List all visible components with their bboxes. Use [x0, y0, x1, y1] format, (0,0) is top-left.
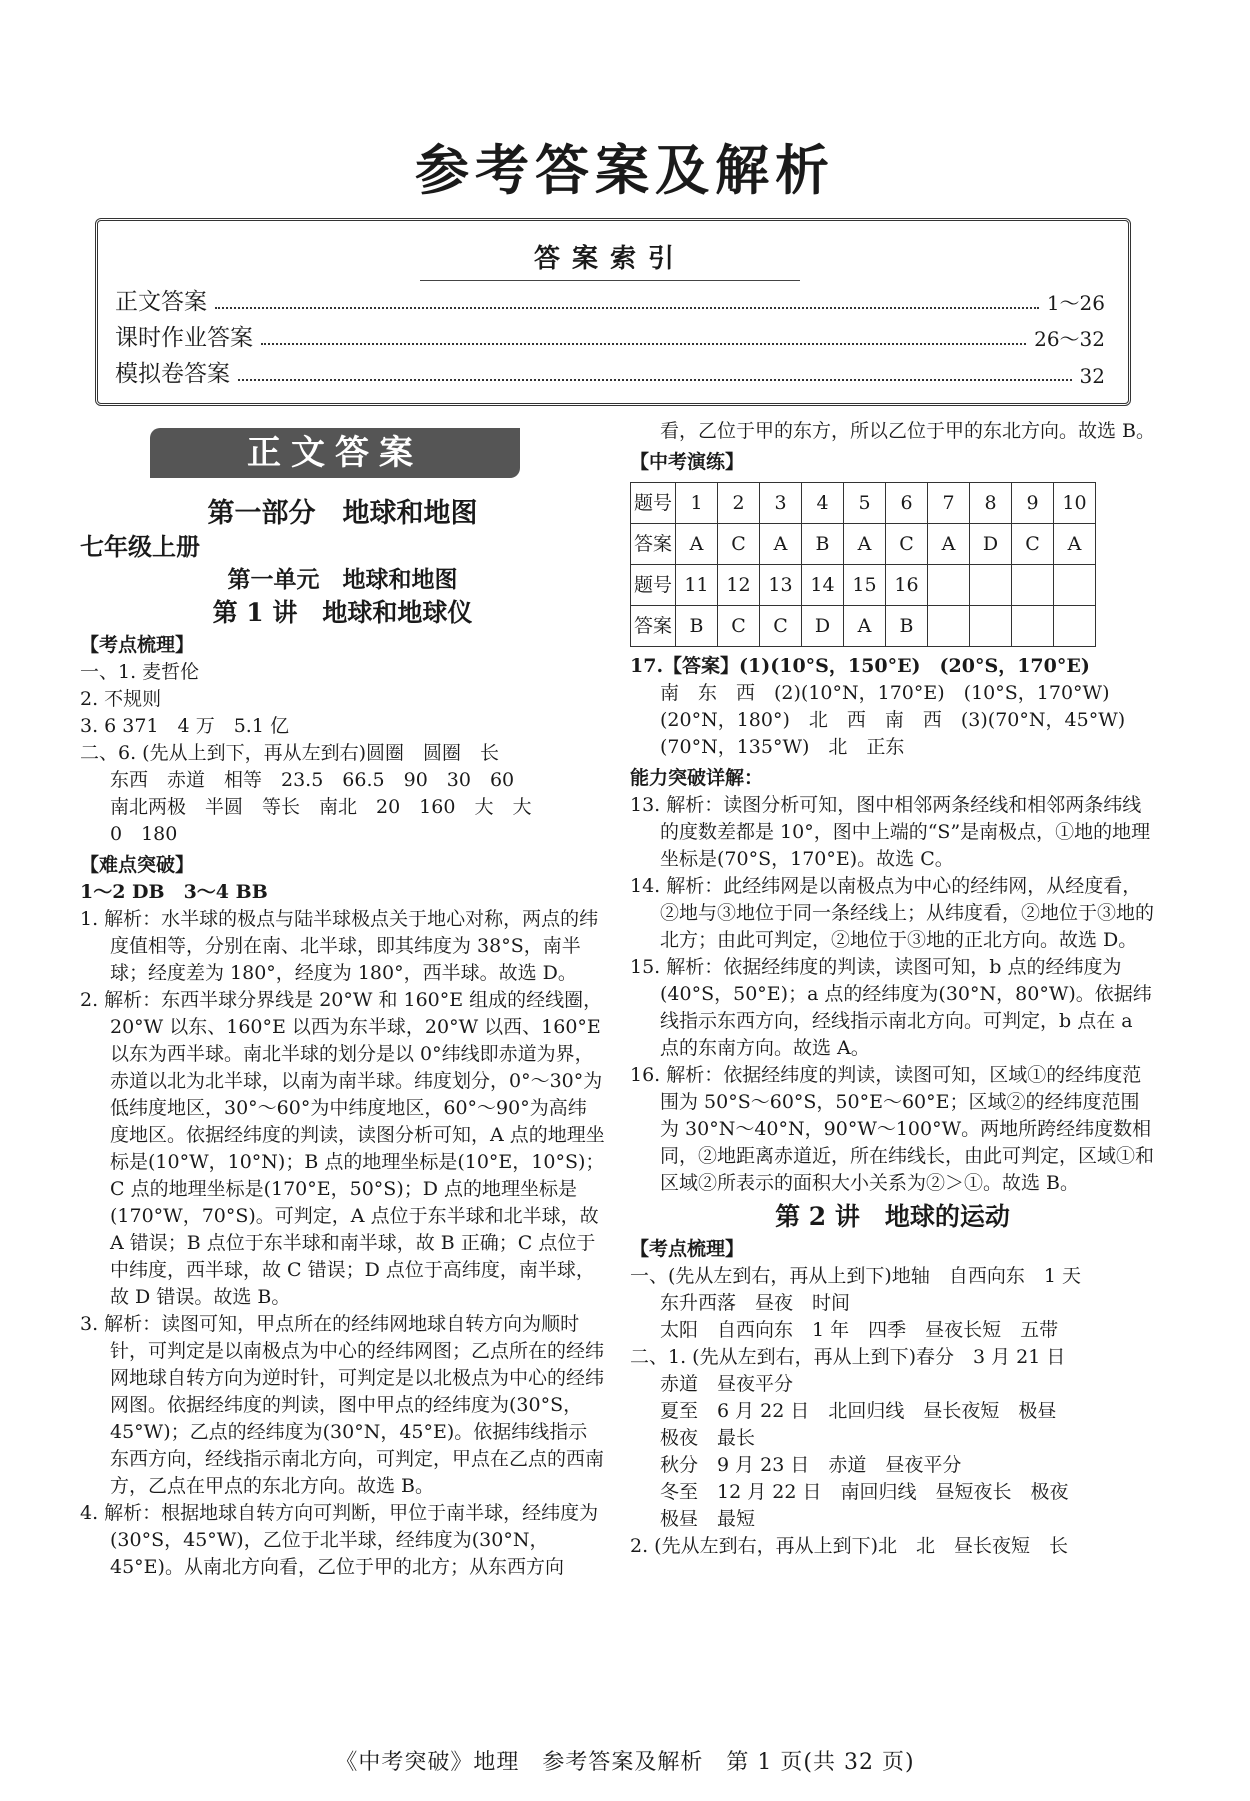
table-cell: 5 — [844, 483, 886, 524]
table-cell: A — [928, 524, 970, 565]
index-row — [115, 282, 1105, 316]
part-heading: 第一部分 地球和地图 — [207, 498, 478, 529]
table-cell: A — [844, 524, 886, 565]
table-cell: B — [802, 524, 844, 565]
answer-line: (70°N，135°W) 北 正东 — [660, 736, 905, 758]
answer-line: 秋分 9 月 23 日 赤道 昼夜平分 — [660, 1454, 962, 1476]
answer-line: 2. 不规则 — [80, 688, 162, 710]
table-cell: C — [718, 606, 760, 647]
answer-line: 1～2 DB 3～4 BB — [80, 881, 268, 903]
table-cell — [970, 606, 1012, 647]
right-column — [630, 418, 1155, 1560]
table-cell: C — [718, 524, 760, 565]
explanation-paragraph: 4. 解析：根据地球自转方向可判断，甲位于南半球，经纬度为(30°S，45°W)，乙位于北半球，经纬度为(30°N，45°E)。从南北方向看，乙位于甲的北方；从东西方向 — [80, 1502, 599, 1578]
table-cell: 12 — [718, 565, 760, 606]
section-label: 【考点梳理】 — [630, 1238, 745, 1260]
table-header-cell: 题号 — [631, 565, 676, 606]
table-cell: C — [1012, 524, 1054, 565]
table-cell: B — [886, 606, 928, 647]
answer-line: 17.【答案】(1)(10°S，150°E) (20°S，170°E) — [630, 655, 1090, 677]
table-row — [631, 565, 1096, 606]
index-row-pages: 26～32 — [1034, 327, 1105, 351]
table-cell: 7 — [928, 483, 970, 524]
unit-heading: 第一单元 地球和地图 — [227, 566, 458, 593]
section-label: 【中考演练】 — [630, 451, 745, 473]
table-cell: 6 — [886, 483, 928, 524]
table-cell — [970, 565, 1012, 606]
index-row — [115, 354, 1105, 388]
answer-line: 南北两极 半圆 等长 南北 20 160 大 大 — [110, 796, 532, 818]
table-cell: 15 — [844, 565, 886, 606]
table-cell: C — [760, 606, 802, 647]
index-leader-dots — [238, 379, 1072, 381]
index-row-pages: 1～26 — [1046, 291, 1105, 315]
table-cell: 4 — [802, 483, 844, 524]
explanation-paragraph: 16. 解析：依据经纬度的判读，读图可知，区域①的经纬度范围为 50°S～60°S，50°E～60°E；区域②的经纬度范围为 30°N～40°N，90°W～100°W。两地所跨经纬度数相同，②地距离赤道近，所在纬线长，由此可判定，区域①和区域②所表示的面积大小关系为②＞①。故选 B。 — [630, 1064, 1155, 1194]
table-cell: 9 — [1012, 483, 1054, 524]
table-cell — [1054, 606, 1096, 647]
index-row-label: 课时作业答案 — [115, 325, 253, 351]
answer-line: 一、1. 麦哲伦 — [80, 661, 200, 683]
lesson-heading: 第 1 讲 地球和地球仪 — [212, 598, 473, 627]
table-cell: 8 — [970, 483, 1012, 524]
answer-line: 东升西落 昼夜 时间 — [660, 1292, 851, 1314]
answer-line: 0 180 — [110, 823, 178, 845]
table-header-cell: 题号 — [631, 483, 676, 524]
answer-line: 极夜 最长 — [660, 1427, 756, 1449]
answer-line: 东西 赤道 相等 23.5 66.5 90 30 60 — [110, 769, 515, 791]
table-header-cell: 答案 — [631, 606, 676, 647]
table-cell — [1012, 606, 1054, 647]
answer-line: 夏至 6 月 22 日 北回归线 昼长夜短 极昼 — [660, 1400, 1057, 1422]
table-cell: D — [802, 606, 844, 647]
table-cell: 1 — [676, 483, 718, 524]
table-cell: A — [1054, 524, 1096, 565]
index-leader-dots — [261, 343, 1026, 345]
table-row — [631, 524, 1096, 565]
page-footer: 《中考突破》地理 参考答案及解析 第 1 页(共 32 页) — [335, 1750, 915, 1775]
index-title-divider — [420, 280, 800, 281]
answer-line: (20°N，180°) 北 西 南 西 (3)(70°N，45°W) — [660, 709, 1126, 731]
explanation-paragraph: 15. 解析：依据经纬度的判读，读图可知，b 点的经纬度为(40°S，50°E)；a 点的经纬度为(30°N，80°W)。依据纬线指示东西方向，经线指示南北方向。可判定，b 点在 a 点的东南方向。故选 A。 — [630, 956, 1152, 1059]
section-label: 【难点突破】 — [80, 854, 195, 876]
index-row — [115, 318, 1105, 352]
table-cell: 3 — [760, 483, 802, 524]
table-cell: D — [970, 524, 1012, 565]
explanation-paragraph: 3. 解析：读图可知，甲点所在的经纬网地球自转方向为顺时针，可判定是以南极点为中心的经纬网图；乙点所在的经纬网地球自转方向为逆时针，可判定是以北极点为中心的经纬网图。依据经纬度的判读，图中甲点的经纬度为(30°S，45°W)；乙点的经纬度为(30°N，45°E)。依据纬线指示东西方向，经线指示南北方向，可判定，甲点在乙点的西南方，乙点在甲点的东北方向。故选 B。 — [80, 1313, 605, 1497]
table-cell — [1054, 565, 1096, 606]
table-cell: B — [676, 606, 718, 647]
lesson-heading: 第 2 讲 地球的运动 — [775, 1202, 1010, 1231]
answer-line: 赤道 昼夜平分 — [660, 1373, 794, 1395]
left-column — [80, 488, 605, 1581]
table-header-cell: 答案 — [631, 524, 676, 565]
answer-line: 极昼 最短 — [660, 1508, 756, 1530]
table-cell: 11 — [676, 565, 718, 606]
answer-line: 二、6. (先从上到下，再从左到右)圆圈 圆圈 长 — [80, 742, 499, 764]
table-cell: C — [886, 524, 928, 565]
index-row-label: 正文答案 — [115, 289, 207, 315]
answer-table — [630, 482, 1096, 647]
table-cell — [1012, 565, 1054, 606]
table-cell: A — [760, 524, 802, 565]
section-label: 能力突破详解： — [630, 767, 764, 789]
explanation-paragraph: 13. 解析：读图分析可知，图中相邻两条经线和相邻两条纬线的度数差都是 10°，图中上端的“S”是南极点，①地的地理坐标是(70°S，170°E)。故选 C。 — [630, 794, 1151, 870]
answer-index-title: 答案索引 — [533, 244, 686, 274]
section-label: 【考点梳理】 — [80, 634, 195, 656]
answer-line: 3. 6 371 4 万 5.1 亿 — [80, 715, 289, 737]
table-cell: A — [676, 524, 718, 565]
page-title: 参考答案及解析 — [415, 138, 835, 202]
table-cell: 16 — [886, 565, 928, 606]
table-cell: 14 — [802, 565, 844, 606]
answer-line: 二、1. (先从左到右，再从上到下)春分 3 月 21 日 — [630, 1346, 1066, 1368]
index-row-label: 模拟卷答案 — [115, 361, 230, 387]
answer-line: 2. (先从左到右，再从上到下)北 北 昼长夜短 长 — [630, 1535, 1068, 1557]
index-leader-dots — [215, 307, 1039, 309]
table-row — [631, 606, 1096, 647]
explanation-paragraph: 2. 解析：东西半球分界线是 20°W 和 160°E 组成的经线圈，20°W 以东、160°E 以西为东半球，20°W 以西、160°E 以东为西半球。南北半球的划分是以 0°纬线即赤道为界，赤道以北为北半球，以南为南半球。纬度划分，0°～30°为低纬度地区，30°～60°为中纬度地区，60°～90°为高纬度地区。依据经纬度的判读，读图分析可知，A 点的地理坐标是(10°W，10°N)；B 点的地理坐标是(10°E，10°S)；C 点的地理坐标是(170°E，50°S)；D 点的地理坐标是(170°W，70°S)。可判定，A 点位于东半球和北半球，故 A 错误；B 点位于东半球和南半球，故 B 正确；C 点位于中纬度，西半球，故 C 错误；D 点位于高纬度，南半球，故 D 错误。故选 B。 — [80, 989, 605, 1308]
table-cell: A — [844, 606, 886, 647]
table-cell — [928, 565, 970, 606]
table-cell: 10 — [1054, 483, 1096, 524]
index-row-pages: 32 — [1079, 364, 1105, 388]
explanation-paragraph: 1. 解析：水半球的极点与陆半球极点关于地心对称，两点的纬度值相等，分别在南、北半球，即其纬度为 38°S，南半球；经度差为 180°，经度为 180°，西半球。故选 D。 — [80, 908, 599, 984]
section-banner: 正文答案 — [150, 428, 520, 478]
answer-line: 冬至 12 月 22 日 南回归线 昼短夜长 极夜 — [660, 1481, 1069, 1503]
table-cell: 2 — [718, 483, 760, 524]
answer-line: 太阳 自西向东 1 年 四季 昼夜长短 五带 — [660, 1319, 1059, 1341]
explanation-paragraph: 14. 解析：此经纬网是以南极点为中心的经纬网，从经度看，②地与③地位于同一条经线上；从纬度看，②地位于③地的北方；由此可判定，②地位于③地的正北方向。故选 D。 — [630, 875, 1155, 951]
table-cell: 13 — [760, 565, 802, 606]
table-row — [631, 483, 1096, 524]
answer-line: 一、(先从左到右，再从上到下)地轴 自西向东 1 天 — [630, 1265, 1081, 1287]
table-cell — [928, 606, 970, 647]
explanation-continued: 看，乙位于甲的东方，所以乙位于甲的东北方向。故选 B。 — [660, 420, 1156, 442]
grade-heading: 七年级上册 — [80, 532, 200, 561]
answer-line: 南 东 西 (2)(10°N，170°E) (10°S，170°W) — [660, 682, 1110, 704]
